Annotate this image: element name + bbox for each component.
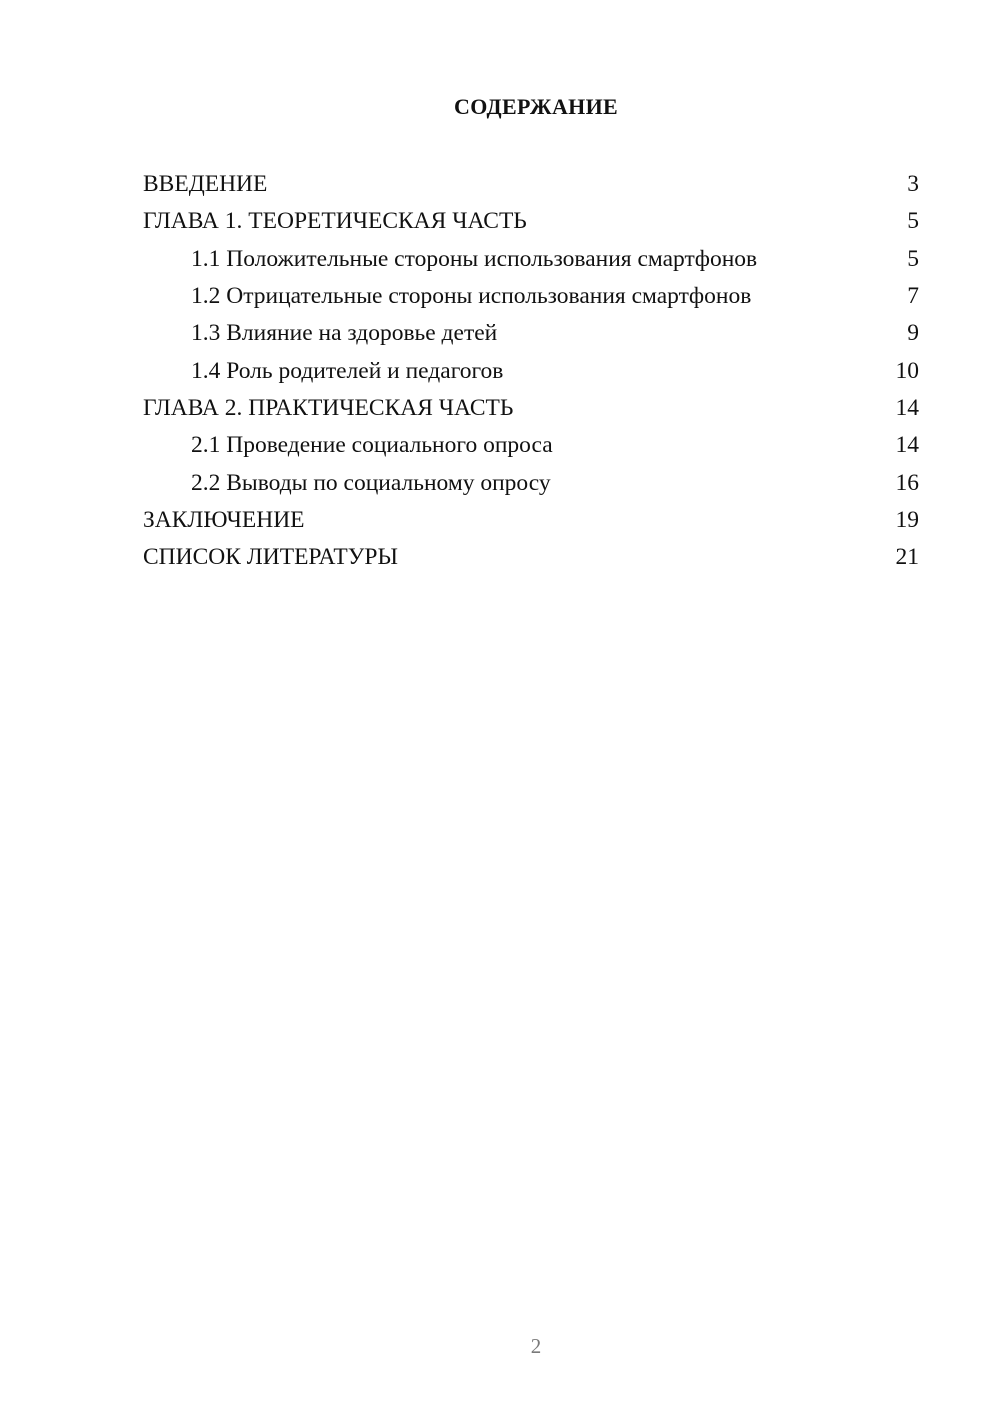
toc-entry-page: 5 xyxy=(907,208,919,235)
toc-entry-label: 2.1 Проведение социального опроса xyxy=(191,432,553,459)
toc-entry-chapter-1[interactable] xyxy=(143,203,919,240)
toc-entry-page: 21 xyxy=(895,544,919,571)
toc-entry-label: 2.2 Выводы по социальному опросу xyxy=(191,469,551,496)
toc-entry-label: ГЛАВА 1. ТЕОРЕТИЧЕСКАЯ ЧАСТЬ xyxy=(143,208,527,235)
table-of-contents xyxy=(143,166,919,576)
toc-entry-section-1-4[interactable] xyxy=(143,352,919,389)
page-title: СОДЕРЖАНИЕ xyxy=(454,94,618,119)
toc-entry-label: ГЛАВА 2. ПРАКТИЧЕСКАЯ ЧАСТЬ xyxy=(143,394,514,421)
toc-entry-section-1-2[interactable] xyxy=(143,278,919,315)
toc-entry-introduction[interactable] xyxy=(143,166,919,203)
toc-entry-section-1-3[interactable] xyxy=(143,315,919,352)
page-number: 2 xyxy=(530,1334,542,1358)
toc-entry-page: 7 xyxy=(907,283,919,310)
toc-entry-label: ЗАКЛЮЧЕНИЕ xyxy=(143,506,305,533)
toc-entry-label: 1.3 Влияние на здоровье детей xyxy=(191,320,498,347)
toc-entry-label: СПИСОК ЛИТЕРАТУРЫ xyxy=(143,544,398,571)
toc-entry-section-2-1[interactable] xyxy=(143,427,919,464)
toc-entry-label: 1.4 Роль родителей и педагогов xyxy=(191,357,504,384)
toc-entry-page: 14 xyxy=(895,394,919,421)
toc-entry-page: 16 xyxy=(895,469,919,496)
toc-entry-section-1-1[interactable] xyxy=(143,241,919,278)
toc-entry-page: 10 xyxy=(895,357,919,384)
toc-entry-chapter-2[interactable] xyxy=(143,390,919,427)
toc-entry-references[interactable] xyxy=(143,539,919,576)
toc-entry-page: 3 xyxy=(907,171,919,198)
toc-entry-section-2-2[interactable] xyxy=(143,464,919,501)
toc-entry-page: 19 xyxy=(895,506,919,533)
toc-entry-conclusion[interactable] xyxy=(143,502,919,539)
toc-entry-page: 9 xyxy=(907,320,919,347)
toc-entry-label: ВВЕДЕНИЕ xyxy=(143,171,268,198)
toc-entry-label: 1.2 Отрицательные стороны использования смартфонов xyxy=(191,283,752,310)
toc-entry-page: 14 xyxy=(895,432,919,459)
toc-entry-page: 5 xyxy=(907,245,919,272)
toc-entry-label: 1.1 Положительные стороны использования смартфонов xyxy=(191,245,758,272)
